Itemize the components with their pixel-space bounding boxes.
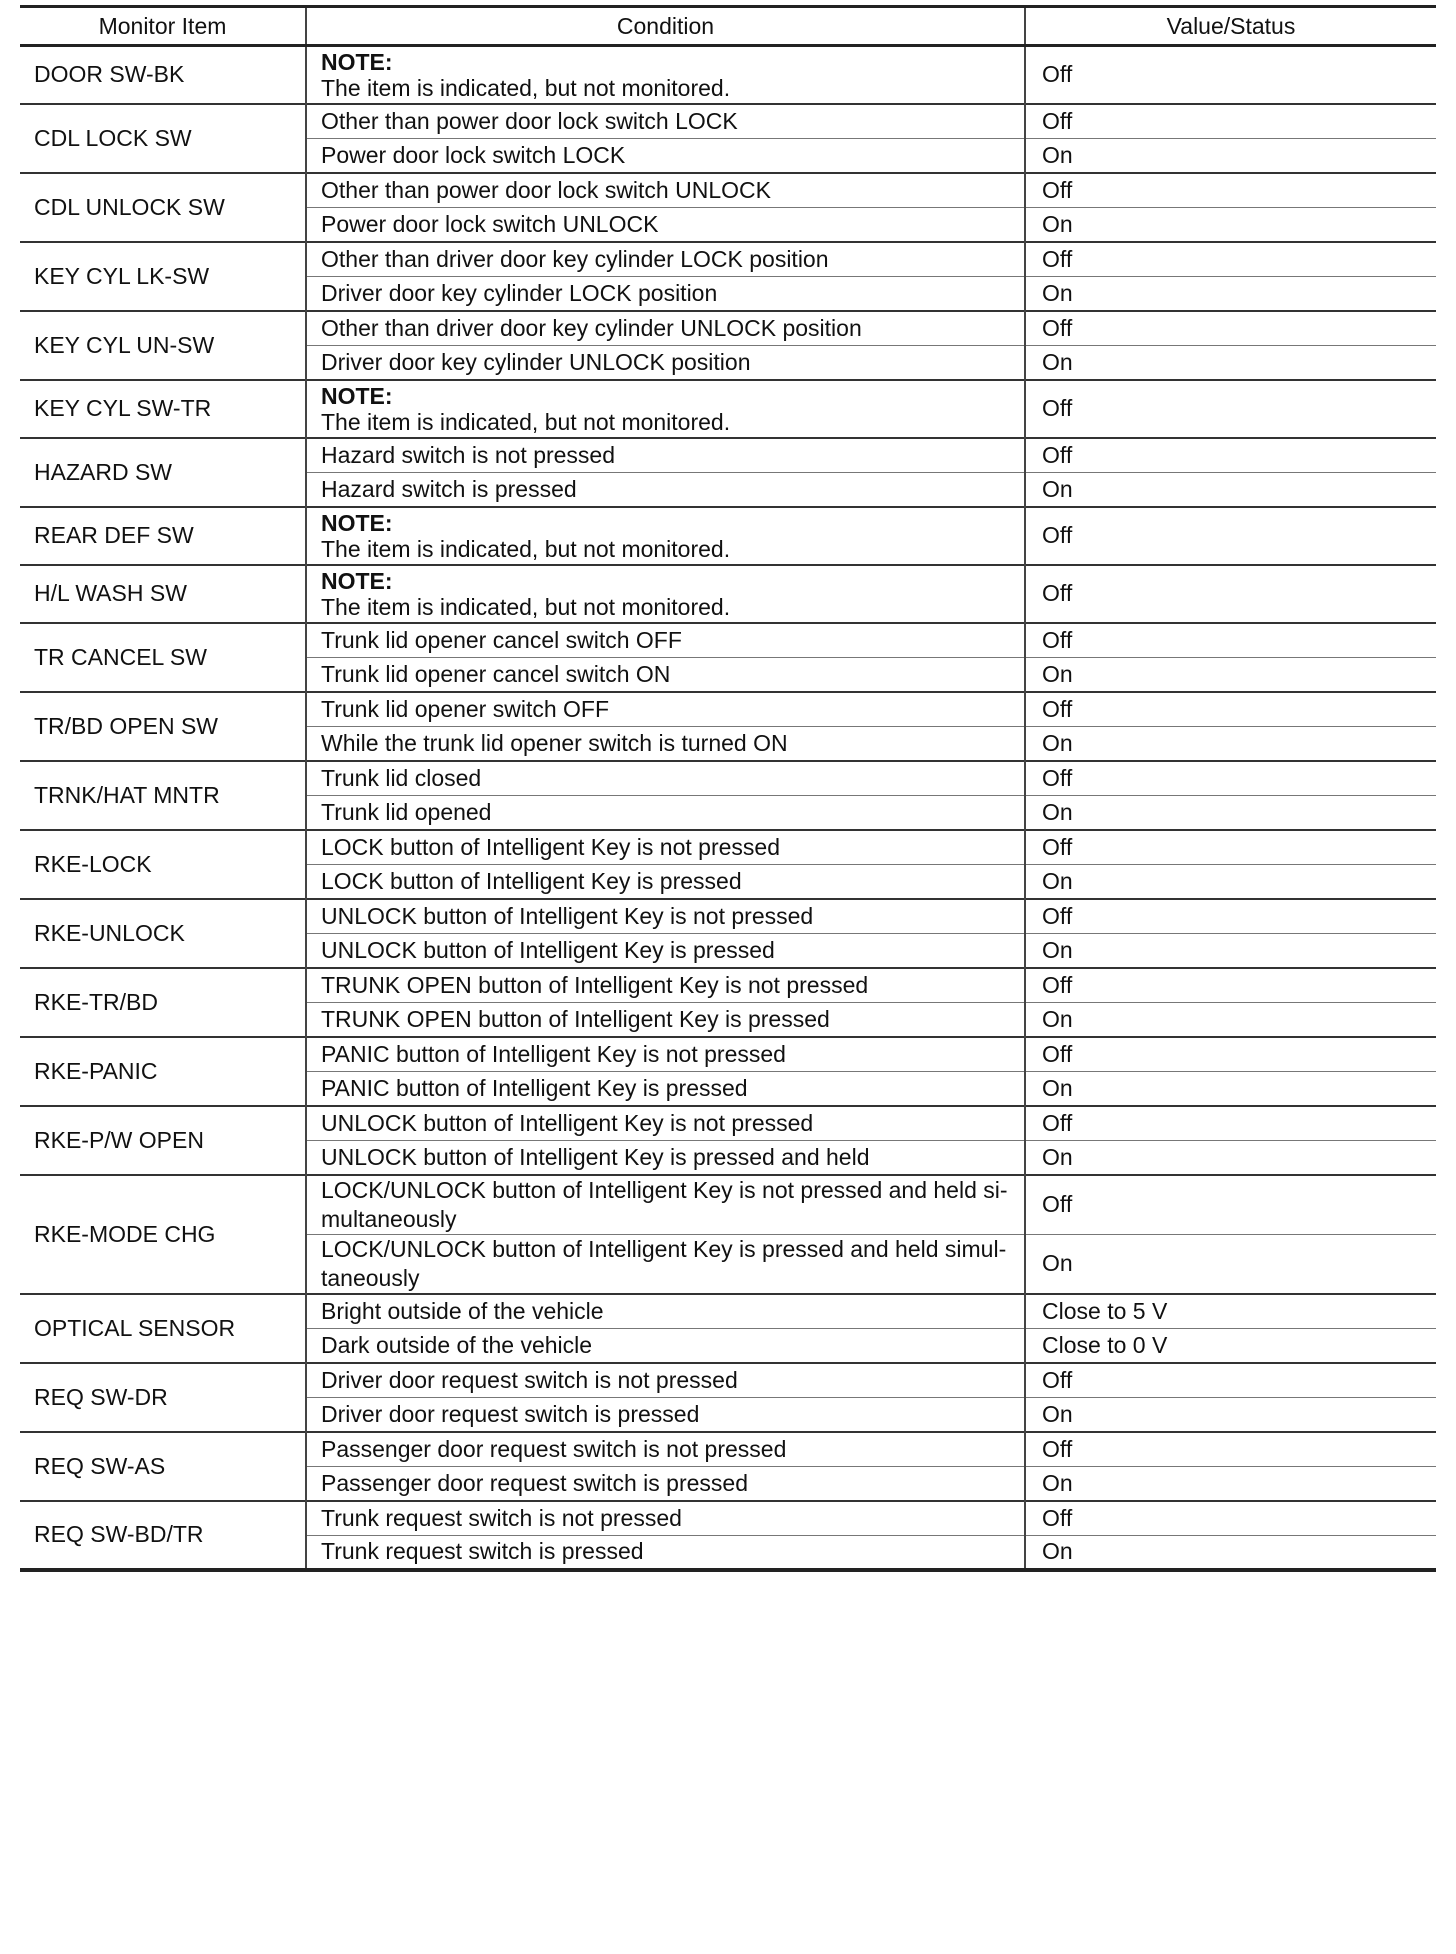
value-status-cell: Off — [1025, 242, 1436, 277]
condition-cell — [306, 46, 1025, 104]
value-status-cell: Off — [1025, 830, 1436, 865]
value-status-cell: On — [1025, 1140, 1436, 1175]
monitor-item-group — [20, 507, 1436, 565]
condition-cell: UNLOCK button of Intelligent Key is pressed — [306, 933, 1025, 968]
monitor-item-cell: REQ SW-DR — [20, 1363, 306, 1432]
value-status-cell: Close to 0 V — [1025, 1328, 1436, 1363]
monitor-item-cell: TR/BD OPEN SW — [20, 692, 306, 761]
monitor-item-group — [20, 761, 1436, 830]
condition-cell: Hazard switch is not pressed — [306, 438, 1025, 473]
note-label: NOTE: — [321, 382, 393, 409]
value-status-cell: Off — [1025, 1501, 1436, 1536]
note-label: NOTE: — [321, 509, 393, 536]
monitor-item-group — [20, 899, 1436, 968]
condition-cell: Trunk lid closed — [306, 761, 1025, 796]
table-row — [20, 380, 1436, 438]
table-row — [20, 507, 1436, 565]
condition-cell — [306, 565, 1025, 623]
value-status-cell: On — [1025, 864, 1436, 899]
table-header — [20, 7, 1436, 46]
condition-cell: TRUNK OPEN button of Intelligent Key is pressed — [306, 1002, 1025, 1037]
table-row — [20, 830, 1436, 865]
value-status-cell: On — [1025, 933, 1436, 968]
condition-cell: Driver door request switch is not pressed — [306, 1363, 1025, 1398]
note-text: The item is indicated, but not monitored. — [321, 593, 731, 620]
header-row — [20, 7, 1436, 46]
monitor-item-group — [20, 1037, 1436, 1106]
note-text: The item is indicated, but not monitored. — [321, 74, 731, 101]
value-status-cell: On — [1025, 726, 1436, 761]
condition-cell: UNLOCK button of Intelligent Key is not pressed — [306, 899, 1025, 934]
monitor-item-group — [20, 968, 1436, 1037]
value-status-cell: On — [1025, 276, 1436, 311]
monitor-item-group — [20, 830, 1436, 899]
condition-cell: UNLOCK button of Intelligent Key is not pressed — [306, 1106, 1025, 1141]
header-value-status: Value/Status — [1025, 7, 1436, 46]
condition-cell: Trunk lid opened — [306, 795, 1025, 830]
monitor-item-cell: HAZARD SW — [20, 438, 306, 507]
note-text: The item is indicated, but not monitored. — [321, 408, 731, 435]
condition-cell: TRUNK OPEN button of Intelligent Key is not pressed — [306, 968, 1025, 1003]
condition-cell: Passenger door request switch is not pressed — [306, 1432, 1025, 1467]
monitor-item-group — [20, 1294, 1436, 1363]
table-row — [20, 968, 1436, 1003]
table-row — [20, 899, 1436, 934]
condition-cell: Passenger door request switch is pressed — [306, 1466, 1025, 1501]
table-row — [20, 438, 1436, 473]
monitor-item-group — [20, 104, 1436, 173]
monitor-item-cell: RKE-PANIC — [20, 1037, 306, 1106]
value-status-cell: On — [1025, 472, 1436, 507]
monitor-item-cell: REQ SW-BD/TR — [20, 1501, 306, 1570]
condition-cell: Other than power door lock switch UNLOCK — [306, 173, 1025, 208]
condition-cell: Trunk request switch is pressed — [306, 1535, 1025, 1570]
value-status-cell: Off — [1025, 692, 1436, 727]
table-row — [20, 242, 1436, 277]
monitor-item-group — [20, 565, 1436, 623]
table-row — [20, 1363, 1436, 1398]
monitor-item-cell: CDL UNLOCK SW — [20, 173, 306, 242]
value-status-cell: On — [1025, 207, 1436, 242]
monitor-item-group — [20, 1175, 1436, 1294]
monitor-item-group — [20, 438, 1436, 507]
value-status-cell: Off — [1025, 1363, 1436, 1398]
value-status-cell: Off — [1025, 899, 1436, 934]
table-row — [20, 761, 1436, 796]
value-status-cell: Off — [1025, 1432, 1436, 1467]
note-label: NOTE: — [321, 48, 393, 75]
condition-cell: Hazard switch is pressed — [306, 472, 1025, 507]
monitor-item-cell: RKE-LOCK — [20, 830, 306, 899]
condition-cell: Power door lock switch LOCK — [306, 138, 1025, 173]
monitor-item-cell: KEY CYL UN-SW — [20, 311, 306, 380]
monitor-item-group — [20, 1363, 1436, 1432]
monitor-item-group — [20, 1106, 1436, 1175]
value-status-cell: On — [1025, 1234, 1436, 1294]
value-status-cell: On — [1025, 1466, 1436, 1501]
value-status-cell: Off — [1025, 623, 1436, 658]
value-status-cell: Close to 5 V — [1025, 1294, 1436, 1329]
table-row — [20, 692, 1436, 727]
monitor-item-cell: CDL LOCK SW — [20, 104, 306, 173]
condition-cell: Other than driver door key cylinder UNLOCK position — [306, 311, 1025, 346]
condition-cell: Other than power door lock switch LOCK — [306, 104, 1025, 139]
value-status-cell: Off — [1025, 761, 1436, 796]
monitor-item-cell: OPTICAL SENSOR — [20, 1294, 306, 1363]
value-status-cell: On — [1025, 1002, 1436, 1037]
header-condition: Condition — [306, 7, 1025, 46]
table-row — [20, 1432, 1436, 1467]
monitor-item-group — [20, 173, 1436, 242]
monitor-item-cell: RKE-MODE CHG — [20, 1175, 306, 1294]
table-row — [20, 46, 1436, 104]
condition-cell: PANIC button of Intelligent Key is pressed — [306, 1071, 1025, 1106]
monitor-item-cell: RKE-P/W OPEN — [20, 1106, 306, 1175]
condition-cell: Trunk lid opener switch OFF — [306, 692, 1025, 727]
condition-cell: LOCK/UNLOCK button of Intelligent Key is pressed and held simul-taneously — [306, 1234, 1025, 1294]
monitor-item-group — [20, 692, 1436, 761]
condition-cell: LOCK/UNLOCK button of Intelligent Key is not pressed and held si-multaneously — [306, 1175, 1025, 1235]
condition-cell — [306, 507, 1025, 565]
monitor-item-group — [20, 242, 1436, 311]
monitor-item-group — [20, 623, 1436, 692]
note-text: The item is indicated, but not monitored. — [321, 535, 731, 562]
value-status-cell: On — [1025, 657, 1436, 692]
condition-cell: LOCK button of Intelligent Key is pressed — [306, 864, 1025, 899]
monitor-item-cell: KEY CYL SW-TR — [20, 380, 306, 438]
condition-cell: Other than driver door key cylinder LOCK position — [306, 242, 1025, 277]
value-status-cell: Off — [1025, 380, 1436, 438]
monitor-item-group — [20, 1501, 1436, 1570]
table-row — [20, 311, 1436, 346]
value-status-cell: Off — [1025, 507, 1436, 565]
value-status-cell: Off — [1025, 46, 1436, 104]
table-row — [20, 1175, 1436, 1235]
value-status-cell: Off — [1025, 104, 1436, 139]
table-row — [20, 173, 1436, 208]
monitor-item-cell: TRNK/HAT MNTR — [20, 761, 306, 830]
monitor-item-group — [20, 46, 1436, 104]
note-label: NOTE: — [321, 567, 393, 594]
table-row — [20, 104, 1436, 139]
condition-cell: PANIC button of Intelligent Key is not pressed — [306, 1037, 1025, 1072]
condition-cell — [306, 380, 1025, 438]
monitor-item-cell: RKE-UNLOCK — [20, 899, 306, 968]
table-row — [20, 1106, 1436, 1141]
table-row — [20, 565, 1436, 623]
monitor-table — [20, 5, 1436, 1572]
value-status-cell: On — [1025, 138, 1436, 173]
value-status-cell: Off — [1025, 173, 1436, 208]
value-status-cell: Off — [1025, 311, 1436, 346]
value-status-cell: Off — [1025, 1037, 1436, 1072]
value-status-cell: On — [1025, 1071, 1436, 1106]
value-status-cell: On — [1025, 1535, 1436, 1570]
value-status-cell: Off — [1025, 1175, 1436, 1235]
value-status-cell: Off — [1025, 438, 1436, 473]
table-row — [20, 623, 1436, 658]
header-monitor-item: Monitor Item — [20, 7, 306, 46]
monitor-item-cell: RKE-TR/BD — [20, 968, 306, 1037]
condition-cell: Driver door key cylinder UNLOCK position — [306, 345, 1025, 380]
condition-cell: Dark outside of the vehicle — [306, 1328, 1025, 1363]
monitor-item-cell: REQ SW-AS — [20, 1432, 306, 1501]
monitor-item-cell: DOOR SW-BK — [20, 46, 306, 104]
value-status-cell: Off — [1025, 1106, 1436, 1141]
condition-cell: While the trunk lid opener switch is turned ON — [306, 726, 1025, 761]
value-status-cell: On — [1025, 1397, 1436, 1432]
condition-cell: Bright outside of the vehicle — [306, 1294, 1025, 1329]
condition-cell: Power door lock switch UNLOCK — [306, 207, 1025, 242]
condition-cell: Driver door key cylinder LOCK position — [306, 276, 1025, 311]
monitor-item-group — [20, 380, 1436, 438]
value-status-cell: Off — [1025, 968, 1436, 1003]
monitor-item-group — [20, 311, 1436, 380]
condition-cell: Trunk lid opener cancel switch OFF — [306, 623, 1025, 658]
monitor-item-group — [20, 1432, 1436, 1501]
value-status-cell: On — [1025, 795, 1436, 830]
monitor-item-cell: KEY CYL LK-SW — [20, 242, 306, 311]
table-row — [20, 1037, 1436, 1072]
condition-cell: UNLOCK button of Intelligent Key is pressed and held — [306, 1140, 1025, 1175]
table-row — [20, 1501, 1436, 1536]
table-row — [20, 1294, 1436, 1329]
condition-cell: Trunk request switch is not pressed — [306, 1501, 1025, 1536]
condition-cell: LOCK button of Intelligent Key is not pressed — [306, 830, 1025, 865]
monitor-item-cell: H/L WASH SW — [20, 565, 306, 623]
monitor-item-cell: REAR DEF SW — [20, 507, 306, 565]
condition-cell: Trunk lid opener cancel switch ON — [306, 657, 1025, 692]
value-status-cell: On — [1025, 345, 1436, 380]
condition-cell: Driver door request switch is pressed — [306, 1397, 1025, 1432]
monitor-item-cell: TR CANCEL SW — [20, 623, 306, 692]
value-status-cell: Off — [1025, 565, 1436, 623]
